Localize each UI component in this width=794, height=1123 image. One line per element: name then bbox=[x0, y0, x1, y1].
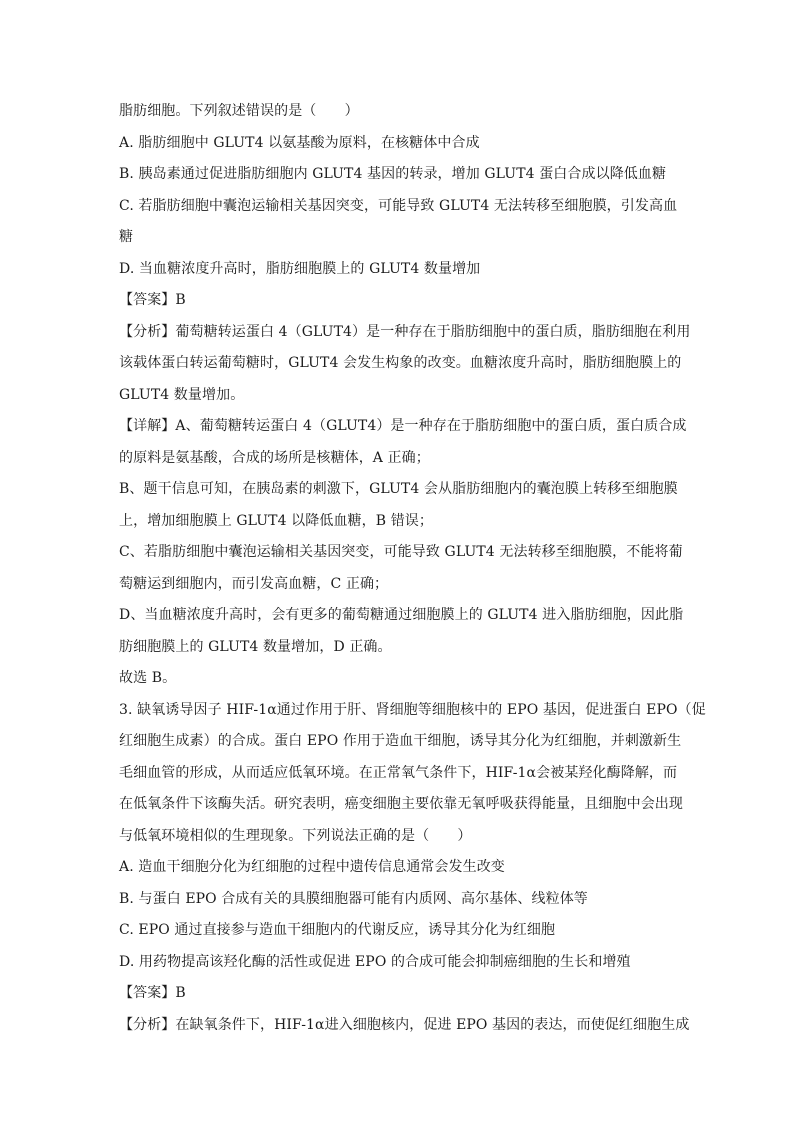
question-3-line-4: 在低氧条件下该酶失活。研究表明，癌变细胞主要依靠无氧呼吸获得能量，且细胞中会出现 bbox=[119, 796, 683, 812]
analysis-line-3: GLUT4 数量增加。 bbox=[119, 387, 245, 403]
q3-option-d: D. 用药物提高该羟化酶的活性或促进 EPO 的合成可能会抑制癌细胞的生长和增殖 bbox=[119, 954, 631, 970]
detail-line-1: 【详解】A、葡萄糖转运蛋白 4（GLUT4）是一种存在于脂肪细胞中的蛋白质，蛋白质合成 bbox=[119, 418, 687, 434]
q3-analysis-line-1: 【分析】在缺氧条件下，HIF-1α进入细胞核内，促进 EPO 基因的表达，而使促红细胞生成 bbox=[119, 1017, 690, 1033]
detail-line-2: 的原料是氨基酸，合成的场所是核糖体，A 正确； bbox=[119, 450, 430, 466]
detail-line-6: 萄糖运到细胞内，而引发高血糖，C 正确； bbox=[119, 576, 389, 592]
option-a: A. 脂肪细胞中 GLUT4 以氨基酸为原料，在核糖体中合成 bbox=[119, 135, 480, 151]
option-b: B. 胰岛素通过促进脂肪细胞内 GLUT4 基因的转录，增加 GLUT4 蛋白合成以降低血糖 bbox=[119, 166, 667, 182]
question-3-line-2: 红细胞生成素）的合成。蛋白 EPO 作用于造血干细胞，诱导其分化为红细胞，并刺激新生 bbox=[119, 733, 682, 749]
q3-option-a: A. 造血干细胞分化为红细胞的过程中遗传信息通常会发生改变 bbox=[119, 859, 505, 875]
q3-option-c: C. EPO 通过直接参与造血干细胞内的代谢反应，诱导其分化为红细胞 bbox=[119, 922, 556, 938]
detail-line-5: C、若脂肪细胞中囊泡运输相关基因突变，可能导致 GLUT4 无法转移至细胞膜，不能将葡 bbox=[119, 544, 683, 560]
option-c-continued: 糖 bbox=[119, 229, 134, 245]
answer-label: 【答案】B bbox=[119, 292, 186, 308]
detail-line-3: B、题干信息可知，在胰岛素的刺激下，GLUT4 会从脂肪细胞内的囊泡膜上转移至细胞膜 bbox=[119, 481, 678, 497]
final-choice: 故选 B。 bbox=[119, 670, 177, 686]
question-3-line-3: 毛细血管的形成，从而适应低氧环境。在正常氧气条件下，HIF-1α会被某羟化酶降解，而 bbox=[119, 765, 678, 781]
detail-line-7: D、当血糖浓度升高时，会有更多的葡萄糖通过细胞膜上的 GLUT4 进入脂肪细胞，因此脂 bbox=[119, 607, 684, 623]
detail-line-4: 上，增加细胞膜上 GLUT4 以降低血糖，B 错误； bbox=[119, 513, 433, 529]
option-d: D. 当血糖浓度升高时，脂肪细胞膜上的 GLUT4 数量增加 bbox=[119, 261, 481, 277]
detail-line-8: 肪细胞膜上的 GLUT4 数量增加，D 正确。 bbox=[119, 639, 392, 655]
q3-option-b: B. 与蛋白 EPO 合成有关的具膜细胞器可能有内质网、高尔基体、线粒体等 bbox=[119, 891, 588, 907]
question-3-line-5: 与低氧环境相似的生理现象。下列说法正确的是（ ） bbox=[119, 828, 472, 844]
question-stem-tail: 脂肪细胞。下列叙述错误的是（ ） bbox=[119, 103, 359, 119]
question-3-line-1: 3. 缺氧诱导因子 HIF-1α通过作用于肝、肾细胞等细胞核中的 EPO 基因，促进蛋白 EPO（促 bbox=[119, 702, 706, 718]
q3-answer-label: 【答案】B bbox=[119, 985, 186, 1001]
analysis-line-1: 【分析】葡萄糖转运蛋白 4（GLUT4）是一种存在于脂肪细胞中的蛋白质，脂肪细胞在利用 bbox=[119, 324, 691, 340]
analysis-line-2: 该载体蛋白转运葡萄糖时，GLUT4 会发生构象的改变。血糖浓度升高时，脂肪细胞膜上的 bbox=[119, 355, 682, 371]
option-c: C. 若脂肪细胞中囊泡运输相关基因突变，可能导致 GLUT4 无法转移至细胞膜，引发高血 bbox=[119, 198, 678, 214]
